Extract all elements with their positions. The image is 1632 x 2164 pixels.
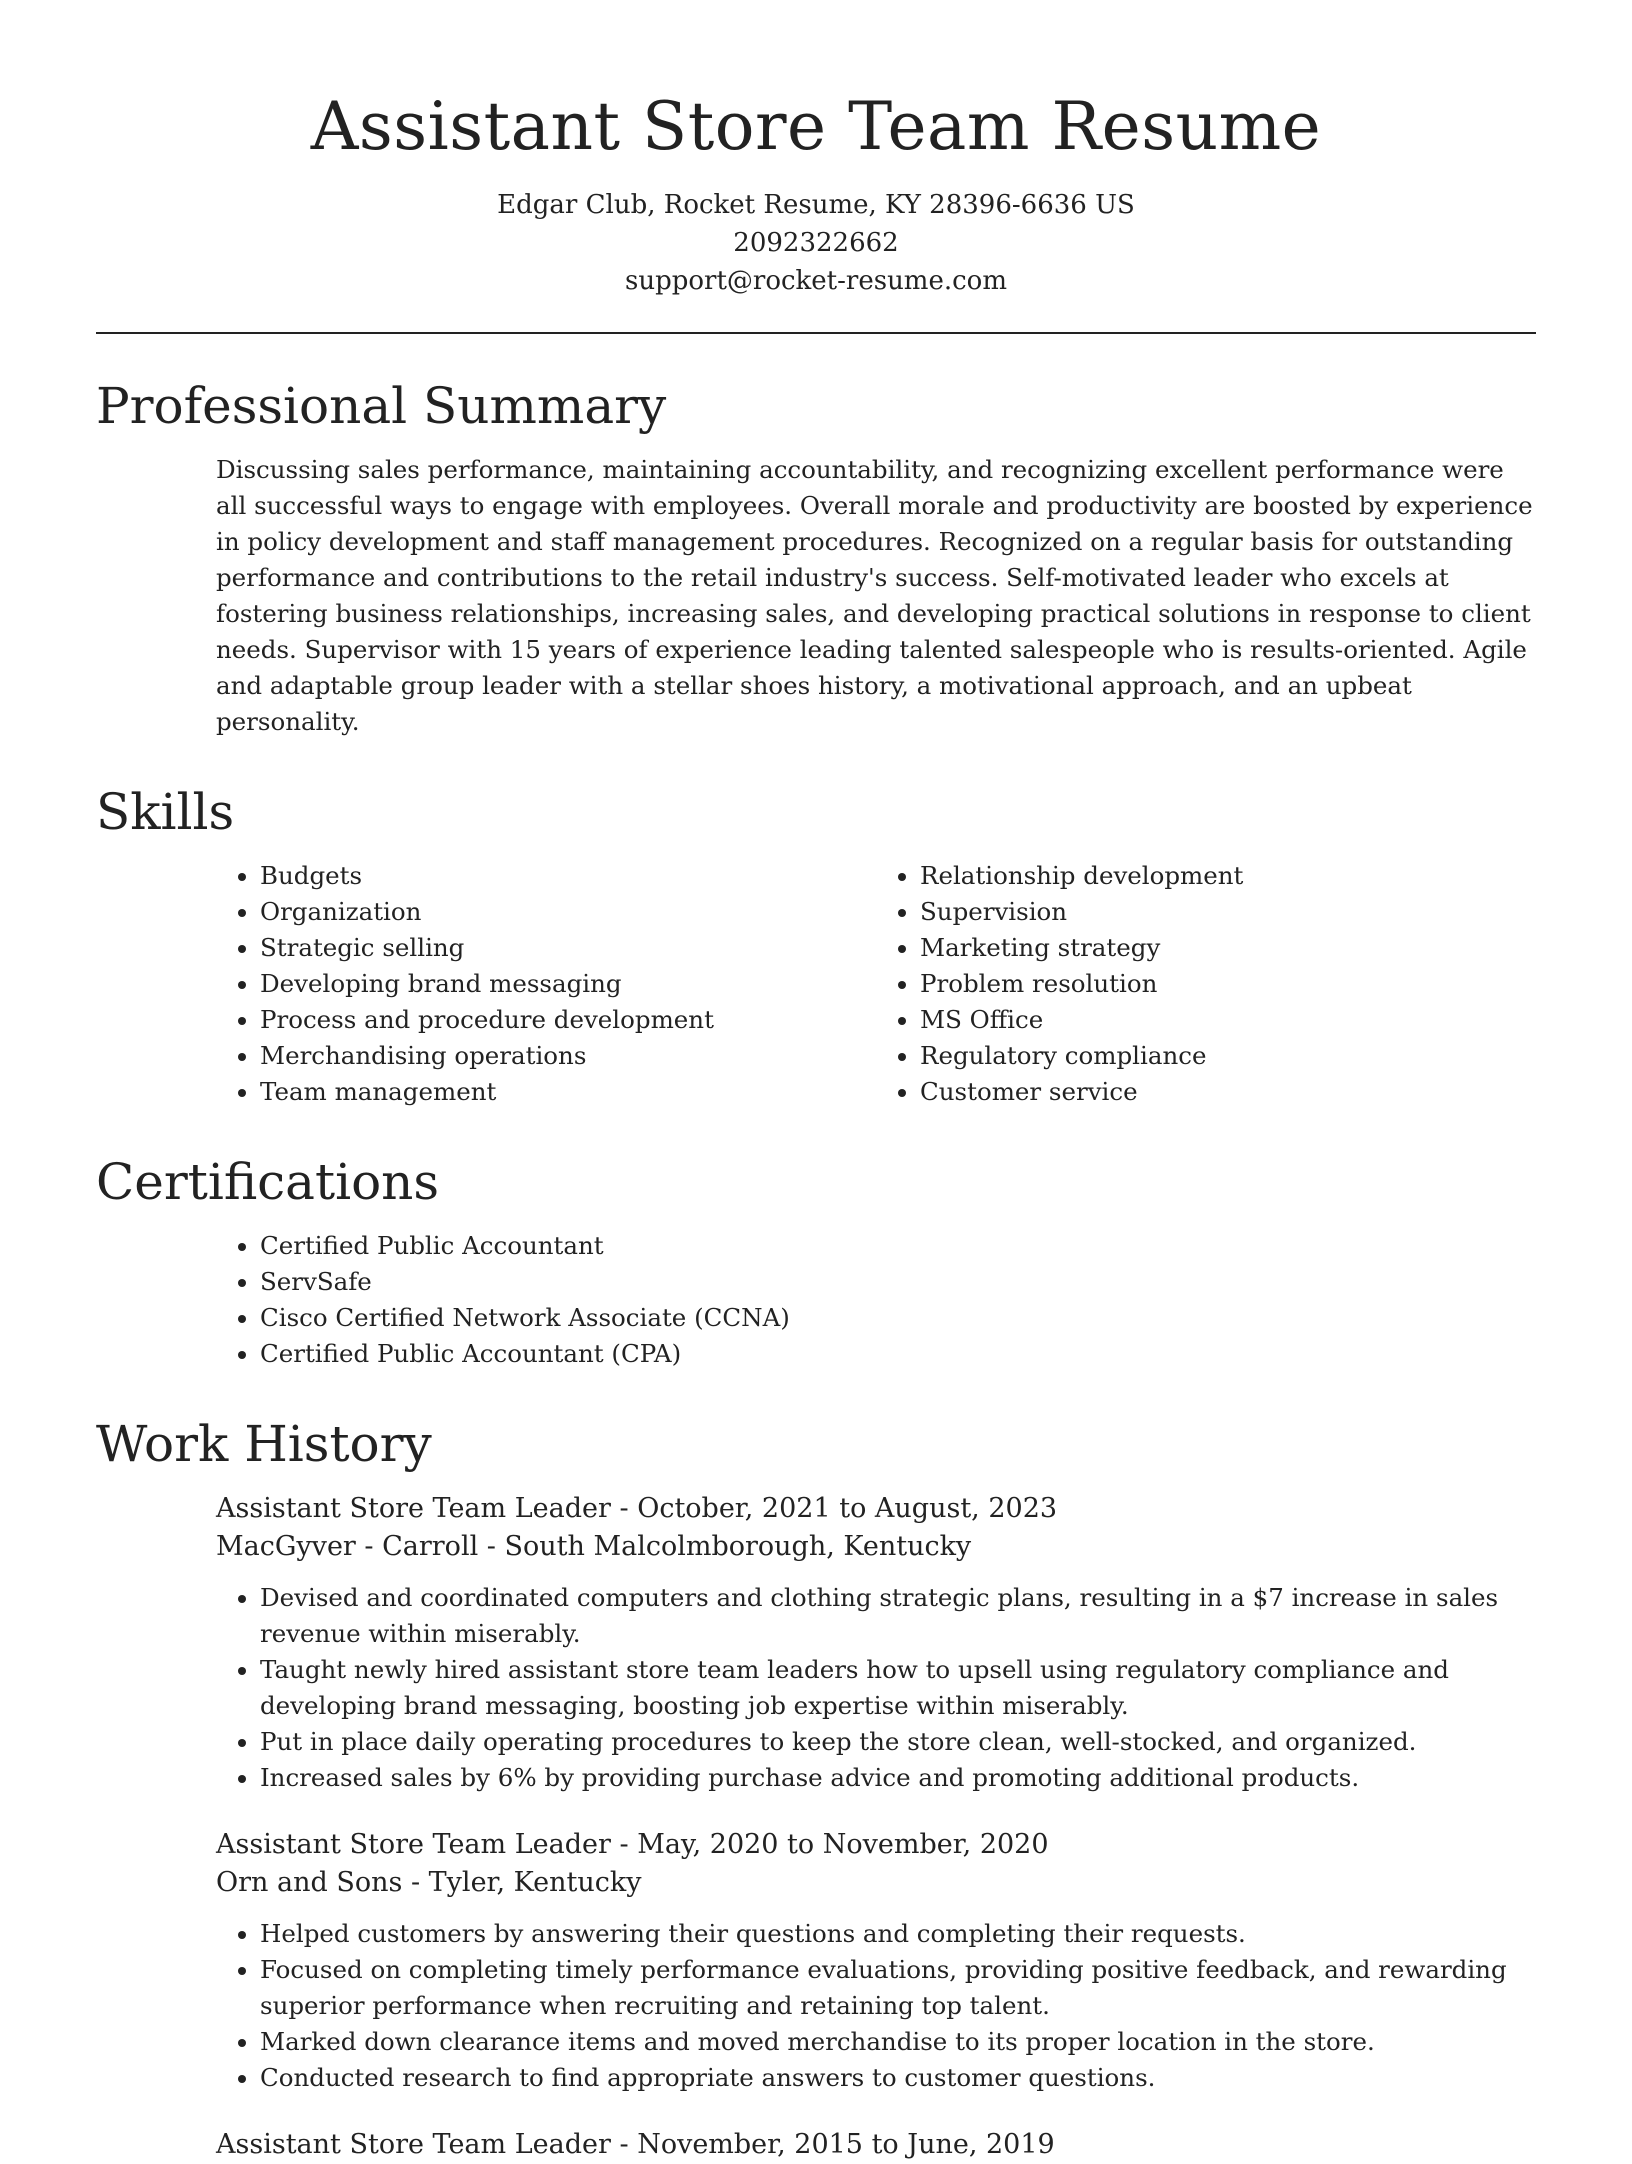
certifications-section <box>216 1228 1536 1372</box>
certification-item: • Cisco Certified Network Associate (CCNA) <box>260 1300 1536 1336</box>
certification-item: • Certified Public Accountant (CPA) <box>260 1336 1536 1372</box>
job-title-line <box>216 1826 1536 1864</box>
certifications-heading: Certifications <box>96 1153 440 1211</box>
work-history-section <box>216 1490 1536 2164</box>
job-dates: November, 2015 to June, 2019 <box>637 2129 1055 2160</box>
work-history-heading: Work History <box>96 1415 432 1473</box>
certification-item: • ServSafe <box>260 1264 1536 1300</box>
skills-column-1 <box>216 858 876 1110</box>
skills-section <box>216 858 1536 1110</box>
job-bullet: • Devised and coordinated computers and clothing strategic plans, resulting in a $7 increase in sales revenue within miserably. <box>260 1580 1536 1652</box>
job-bullet: • Put in place daily operating procedures to keep the store clean, well-stocked, and organized. <box>260 1724 1536 1760</box>
job-bullet: • Focused on completing timely performance evaluations, providing positive feedback, and rewarding superior performance when recruiting and retaining top talent. <box>260 1952 1536 2024</box>
skill-item: • Merchandising operations <box>260 1038 876 1074</box>
skill-item: • Strategic selling <box>260 930 876 966</box>
job-title-line <box>216 1490 1536 1528</box>
job-company-line <box>216 1528 1536 1566</box>
resume-title: Assistant Store Team Resume <box>310 88 1322 165</box>
job-bullets <box>216 1580 1536 1796</box>
skill-item: • Developing brand messaging <box>260 966 876 1002</box>
skill-item: • Customer service <box>920 1074 1536 1110</box>
summary-section <box>216 452 1536 740</box>
skill-item: • Budgets <box>260 858 876 894</box>
skill-item: • Problem resolution <box>920 966 1536 1002</box>
skill-item: • Marketing strategy <box>920 930 1536 966</box>
separator: - <box>610 2129 638 2160</box>
job-location: South Malcolmborough, Kentucky <box>504 1531 972 1562</box>
job-entry <box>216 1826 1536 2096</box>
skills-heading: Skills <box>96 783 235 841</box>
summary-text: Discussing sales performance, maintaining accountability, and recognizing excellent performance were all successful ways to engage with employees. Overall morale and productivity are boosted by experience in policy development and staff management procedures. Recognized on a regular basis for outstanding performance and contributions to the retail industry's success. Self-motivated leader who excels at fostering business relationships, increasing sales, and developing practical solutions in response to client needs. Supervisor with 15 years of experience leading talented salespeople who is results-oriented. Agile and adaptable group leader with a stellar shoes history, a motivational approach, and an upbeat personality. <box>216 455 1533 736</box>
job-bullet: • Marked down clearance items and moved merchandise to its proper location in the store. <box>260 2024 1536 2060</box>
skill-item: • Supervision <box>920 894 1536 930</box>
job-entry <box>216 1490 1536 1796</box>
skill-item: • Relationship development <box>920 858 1536 894</box>
contact-address: Edgar Club, Rocket Resume, KY 28396-6636 US <box>497 190 1135 220</box>
job-bullet: • Taught newly hired assistant store team leaders how to upsell using regulatory compliance and developing brand messaging, boosting job expertise within miserably. <box>260 1652 1536 1724</box>
certifications-list <box>216 1228 1536 1372</box>
job-title: Assistant Store Team Leader <box>216 1829 611 1860</box>
job-company-line <box>216 1864 1536 1902</box>
skill-item: • Process and procedure development <box>260 1002 876 1038</box>
job-bullet: • Helped customers by answering their questions and completing their requests. <box>260 1916 1536 1952</box>
skill-item: • MS Office <box>920 1002 1536 1038</box>
job-location: Tyler, Kentucky <box>428 1867 642 1898</box>
job-title: Assistant Store Team Leader <box>216 2129 611 2160</box>
job-dates: May, 2020 to November, 2020 <box>637 1829 1049 1860</box>
job-bullet: • Conducted research to find appropriate answers to customer questions. <box>260 2060 1536 2096</box>
contact-phone: 2092322662 <box>733 228 899 258</box>
separator: - <box>402 1867 429 1898</box>
skills-column-2 <box>876 858 1536 1110</box>
separator: - <box>610 1493 638 1524</box>
job-dates: October, 2021 to August, 2023 <box>637 1493 1058 1524</box>
job-company: MacGyver - Carroll <box>216 1531 479 1562</box>
skill-item: • Organization <box>260 894 876 930</box>
job-title-line <box>216 2126 1536 2164</box>
summary-heading: Professional Summary <box>96 377 667 435</box>
job-title: Assistant Store Team Leader <box>216 1493 611 1524</box>
certification-item: • Certified Public Accountant <box>260 1228 1536 1264</box>
job-company: Orn and Sons <box>216 1867 403 1898</box>
job-bullets <box>216 1916 1536 2096</box>
job-entry <box>216 2126 1536 2164</box>
separator: - <box>478 1531 505 1562</box>
job-bullet: • Increased sales by 6% by providing purchase advice and promoting additional products. <box>260 1760 1536 1796</box>
skill-item: • Team management <box>260 1074 876 1110</box>
header-divider <box>96 332 1536 334</box>
contact-email: support@rocket-resume.com <box>624 266 1007 296</box>
skill-item: • Regulatory compliance <box>920 1038 1536 1074</box>
separator: - <box>610 1829 638 1860</box>
contact-info <box>96 186 1536 300</box>
resume-header <box>96 0 1536 300</box>
